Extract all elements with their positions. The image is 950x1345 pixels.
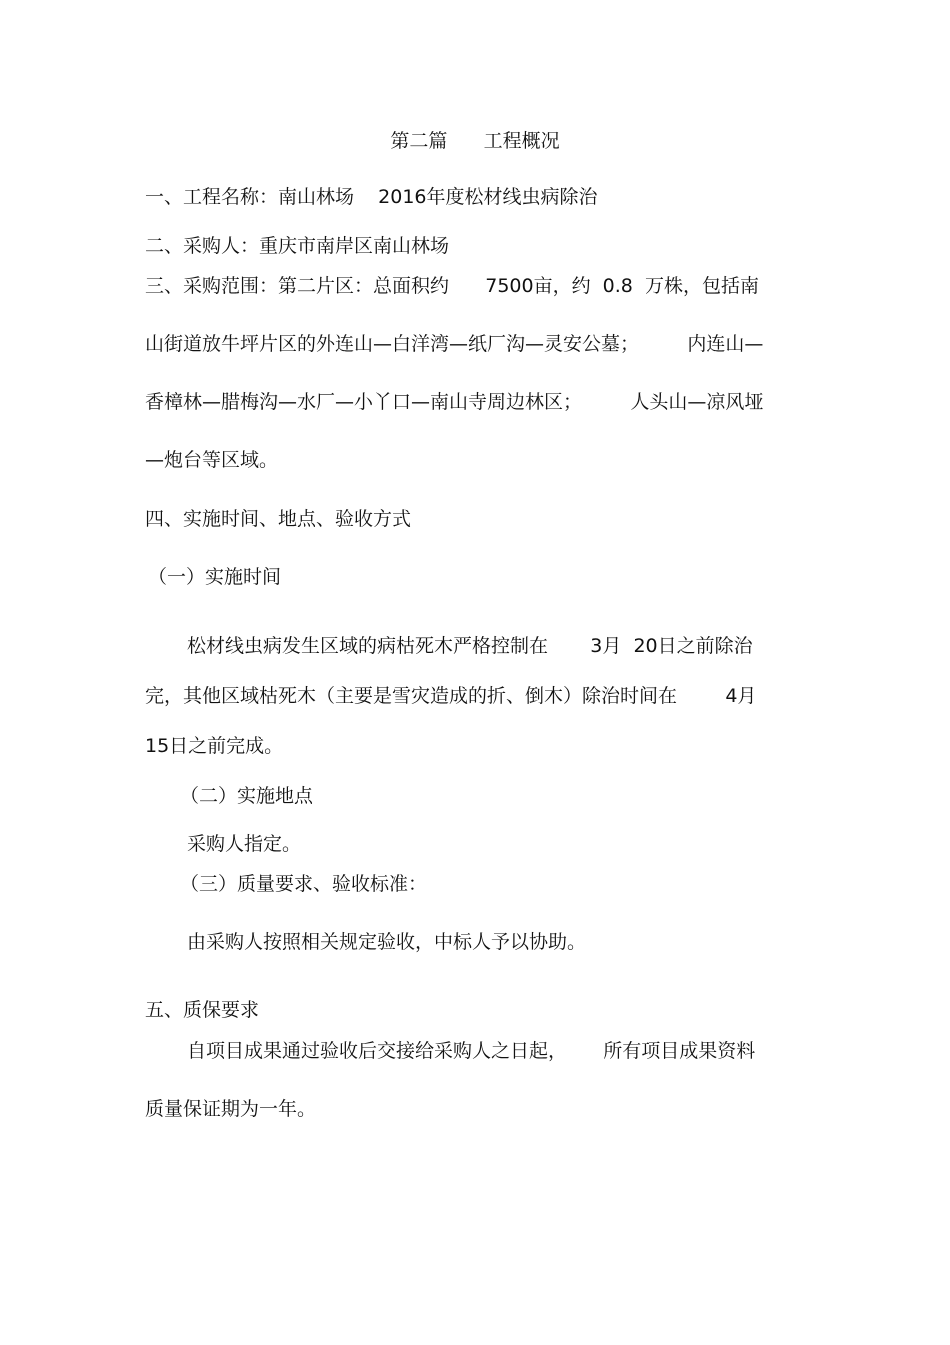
- section-2-purchaser: 二、采购人：重庆市南岸区南山林场: [145, 235, 450, 257]
- section-1-project-name: 一、工程名称：南山林场 2016年度松材线虫病除治: [145, 186, 598, 208]
- section-4-1-heading: （一）实施时间: [148, 566, 282, 588]
- section-3-scope-line-4: —炮台等区域。: [145, 449, 279, 471]
- section-4-2-heading: （二）实施地点: [180, 785, 314, 807]
- section-3-scope-line-1: 三、采购范围：第二片区：总面积约 7500亩，约 0.8 万株，包括南: [145, 275, 759, 297]
- section-4-3-body: 由采购人按照相关规定验收，中标人予以协助。: [187, 931, 587, 953]
- section-4-1-line-2: 完，其他区域枯死木（主要是雪灾造成的折、倒木）除治时间在 4月: [145, 685, 757, 707]
- section-5-heading: 五、质保要求: [145, 999, 260, 1021]
- section-4-1-line-3: 15日之前完成。: [145, 735, 284, 757]
- page-title: 第二篇 工程概况: [390, 130, 560, 152]
- section-4-3-heading: （三）质量要求、验收标准：: [180, 873, 428, 895]
- section-3-scope-line-2: 山街道放牛坪片区的外连山—白洋湾—纸厂沟—灵安公墓； 内连山—: [145, 333, 764, 355]
- section-4-1-line-1: 松材线虫病发生区域的病枯死木严格控制在 3月 20日之前除治: [187, 635, 753, 657]
- section-4-2-body: 采购人指定。: [187, 833, 302, 855]
- section-3-scope-line-3: 香樟林—腊梅沟—水厂—小丫口—南山寺周边林区； 人头山—凉风垭: [145, 391, 764, 413]
- section-5-line-2: 质量保证期为一年。: [145, 1098, 317, 1120]
- section-5-line-1: 自项目成果通过验收后交接给采购人之日起， 所有项目成果资料: [187, 1040, 756, 1062]
- section-4-heading: 四、实施时间、地点、验收方式: [145, 508, 412, 530]
